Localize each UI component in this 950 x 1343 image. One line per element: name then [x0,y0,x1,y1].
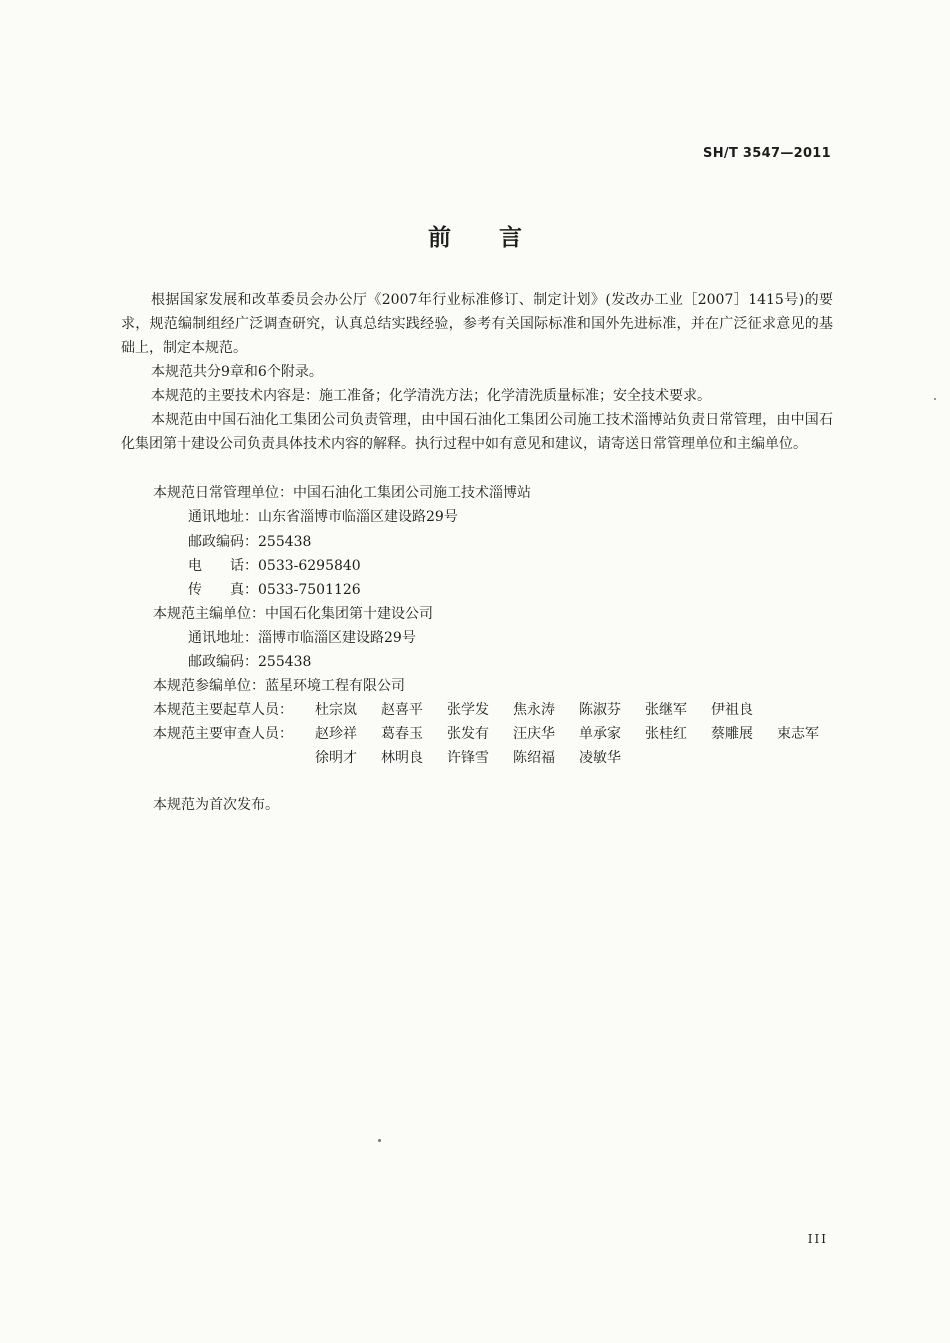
reviewer-name: 单承家 [579,726,621,742]
reviewer-name: 凌敏华 [579,750,621,766]
scan-speck [378,1139,381,1142]
reviewer-name: 林明良 [381,750,423,766]
scan-speck [934,398,936,400]
page-number: III [807,1232,828,1246]
chapter-count-paragraph: 本规范共分9章和6个附录。 [151,364,323,380]
drafter-name: 伊祖良 [711,702,753,718]
reviewers-names-row1 [315,722,843,746]
drafters-names [315,698,777,722]
reviewers-names-row2 [315,746,645,770]
drafters-label: 本规范主要起草人员： [153,702,293,718]
reviewer-name: 束志军 [777,726,819,742]
reviewer-name: 汪庆华 [513,726,555,742]
reviewer-name: 许锋雪 [447,750,489,766]
editor-postcode: 邮政编码：255438 [188,654,312,670]
standard-code: SH/T 3547—2011 [703,146,831,161]
drafter-name: 张学发 [447,702,489,718]
reviewer-name: 张发有 [447,726,489,742]
content-summary-paragraph: 本规范的主要技术内容是：施工准备；化学清洗方法；化学清洗质量标准；安全技术要求。 [151,388,711,404]
reviewer-name: 葛春玉 [381,726,423,742]
reviewer-name: 徐明才 [315,750,357,766]
drafter-name: 杜宗岚 [315,702,357,718]
drafter-name: 赵喜平 [381,702,423,718]
management-unit: 本规范日常管理单位：中国石油化工集团公司施工技术淄博站 [153,485,531,501]
management-fax: 传 真：0533-7501126 [188,582,361,598]
release-note: 本规范为首次发布。 [153,797,279,813]
reviewer-name: 赵珍祥 [315,726,357,742]
reviewers-label: 本规范主要审查人员： [153,726,293,742]
management-phone: 电 话：0533-6295840 [188,558,361,574]
reviewer-name: 陈绍福 [513,750,555,766]
participant-unit: 本规范参编单位：蓝星环境工程有限公司 [153,678,405,694]
drafter-name: 焦永涛 [513,702,555,718]
intro-paragraph: 根据国家发展和改革委员会办公厅《2007年行业标准修订、制定计划》(发改办工业［2007］1415号)的要求，规范编制组经广泛调查研究，认真总结实践经验，参考有关国际标准和国外先进标准，并在广泛征求意见的基础上，制定本规范。 [121,292,833,356]
management-address: 通讯地址：山东省淄博市临淄区建设路29号 [188,509,458,525]
drafter-name: 陈淑芬 [579,702,621,718]
reviewer-name: 蔡雕展 [711,726,753,742]
editor-unit: 本规范主编单位：中国石化集团第十建设公司 [153,606,433,622]
editor-address: 通讯地址：淄博市临淄区建设路29号 [188,630,416,646]
drafter-name: 张继军 [645,702,687,718]
management-paragraph: 本规范由中国石油化工集团公司负责管理，由中国石油化工集团公司施工技术淄博站负责日常管理，由中国石化集团第十建设公司负责具体技术内容的解释。执行过程中如有意见和建议，请寄送日常管理单位和主编单位。 [121,412,833,452]
page-title: 前言 [428,225,570,251]
management-postcode: 邮政编码：255438 [188,534,312,550]
reviewer-name: 张桂红 [645,726,687,742]
